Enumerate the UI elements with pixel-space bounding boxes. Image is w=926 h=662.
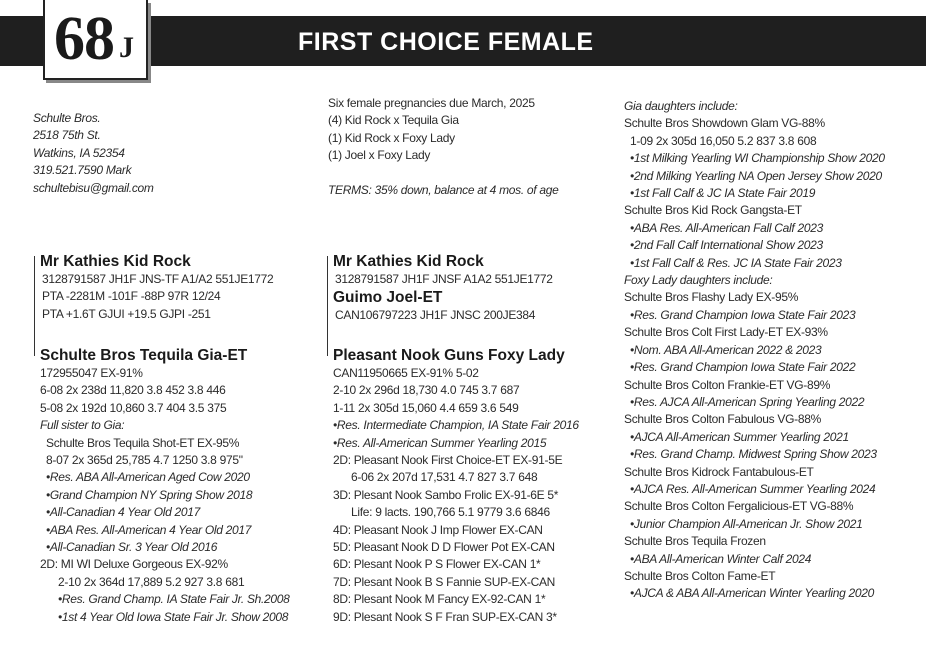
consigner-email: schultebisu@gmail.com: [33, 180, 154, 195]
pedigree-bracket-line: [34, 256, 35, 356]
consigner-line: Watkins, IA 52354: [33, 145, 125, 160]
dam-block: [333, 346, 579, 626]
sire-name: Mr Kathies Kid Rock: [333, 253, 484, 270]
record-line: •AJCA All-American Summer Yearling 2021: [630, 429, 849, 444]
sire-line: 3128791587 JH1F JNSF A1A2 551JE1772: [335, 272, 553, 286]
record-line: 172955047 EX-91%: [40, 366, 143, 380]
record-line: Schulte Bros Tequila Frozen: [624, 534, 766, 549]
record-line: •ABA Res. All-American 4 Year Old 2017: [46, 522, 252, 537]
record-line: •1st 4 Year Old Iowa State Fair Jr. Show 2008: [58, 609, 289, 624]
maternal-sire-line: CAN106797223 JH1F JNSC 200JE384: [335, 308, 536, 323]
record-line: Life: 9 lacts. 190,766 5.1 9779 3.6 6846: [351, 505, 550, 520]
offering-line: (1) Joel x Foxy Lady: [328, 148, 431, 163]
dam-block: [40, 346, 290, 626]
record-line: 2D: MI WI Deluxe Gorgeous EX-92%: [40, 557, 228, 572]
lot-number-box: [43, 0, 148, 80]
record-line: 6-08 2x 238d 11,820 3.8 452 3.8 446: [40, 383, 226, 398]
record-line: Schulte Bros Colton Fergalicious-ET VG-88%: [624, 499, 854, 514]
record-line: •Res. Grand Champion Iowa State Fair 2023: [630, 307, 856, 322]
consigner-line: Schulte Bros.: [33, 111, 101, 125]
record-line: 1-09 2x 305d 16,050 5.2 837 3.8 608: [630, 133, 817, 148]
record-line: Schulte Bros Flashy Lady EX-95%: [624, 290, 799, 305]
record-line: 2-10 2x 296d 18,730 4.0 745 3.7 687: [333, 383, 520, 398]
record-line: Schulte Bros Tequila Shot-ET EX-95%: [46, 435, 240, 450]
lot-number: 68: [54, 5, 114, 73]
sire-line: PTA +1.6T GJUI +19.5 GJPI -251: [42, 306, 211, 321]
record-line: •Res. Intermediate Champion, IA State Fair 2016: [333, 418, 579, 433]
sire-block: [333, 252, 553, 325]
consigner-line: 319.521.7590 Mark: [33, 163, 132, 178]
offering-line: (4) Kid Rock x Tequila Gia: [328, 113, 459, 128]
dam-record-list: [333, 365, 579, 626]
daughters-list: [624, 98, 885, 603]
record-line: •Res. Grand Champ. Midwest Spring Show 2023: [630, 447, 877, 462]
record-line: •Res. Grand Champ. IA State Fair Jr. Sh.2008: [58, 592, 290, 607]
record-line: •Res. Grand Champion Iowa State Fair 2022: [630, 360, 856, 375]
record-line: 4D: Pleasant Nook J Imp Flower EX-CAN: [333, 522, 543, 537]
record-line: •All-Canadian Sr. 3 Year Old 2016: [46, 540, 218, 555]
record-line: •Grand Champion NY Spring Show 2018: [46, 487, 253, 502]
sire-block: [40, 252, 273, 323]
record-line: Schulte Bros Colt First Lady-ET EX-93%: [624, 325, 828, 340]
record-line: •ABA All-American Winter Calf 2024: [630, 551, 812, 566]
record-line: •2nd Milking Yearling NA Open Jersey Show 2020: [630, 168, 882, 183]
record-line: Schulte Bros Kidrock Fantabulous-ET: [624, 464, 814, 479]
record-line: Foxy Lady daughters include:: [624, 273, 773, 288]
record-line: 3D: Plesant Nook Sambo Frolic EX-91-6E 5*: [333, 487, 559, 502]
record-line: •Junior Champion All-American Jr. Show 2021: [630, 516, 863, 531]
record-line: 6D: Plesant Nook P S Flower EX-CAN 1*: [333, 557, 541, 572]
record-line: 8D: Plesant Nook M Fancy EX-92-CAN 1*: [333, 592, 546, 607]
consigner-line: 2518 75th St.: [33, 128, 101, 143]
record-line: •AJCA & ABA All-American Winter Yearling 2020: [630, 586, 875, 601]
record-line: 9D: Plesant Nook S F Fran SUP-EX-CAN 3*: [333, 609, 557, 624]
record-line: •All-Canadian 4 Year Old 2017: [46, 505, 201, 520]
offering-line: (1) Kid Rock x Foxy Lady: [328, 130, 455, 145]
offering-info: [328, 95, 559, 199]
record-line: •1st Fall Calf & Res. JC IA State Fair 2023: [630, 255, 842, 270]
record-line: 1-11 2x 305d 15,060 4.4 659 3.6 549: [333, 400, 519, 415]
consigner-info: [33, 110, 154, 197]
record-line: 2-10 2x 364d 17,889 5.2 927 3.8 681: [58, 574, 245, 589]
record-line: Gia daughters include:: [624, 99, 738, 113]
record-line: 6-06 2x 207d 17,531 4.7 827 3.7 648: [351, 470, 538, 485]
record-line: 2D: Pleasant Nook First Choice-ET EX-91-5E: [333, 453, 563, 468]
record-line: •Res. All-American Summer Yearling 2015: [333, 435, 547, 450]
dam-record-list: [40, 365, 290, 626]
record-line: •1st Milking Yearling WI Championship Show 2020: [630, 151, 885, 166]
lot-suffix: J: [119, 31, 134, 64]
record-line: •Nom. ABA All-American 2022 & 2023: [630, 342, 822, 357]
record-line: Schulte Bros Showdown Glam VG-88%: [624, 116, 825, 131]
page-title: FIRST CHOICE FEMALE: [298, 28, 594, 56]
spacer: [328, 165, 559, 182]
offering-line: Six female pregnancies due March, 2025: [328, 96, 535, 110]
record-line: •1st Fall Calf & JC IA State Fair 2019: [630, 186, 816, 201]
record-line: 8-07 2x 365d 25,785 4.7 1250 3.8 975": [46, 453, 243, 468]
maternal-sire-name: Guimo Joel-ET: [333, 289, 443, 307]
record-line: Full sister to Gia:: [40, 418, 125, 433]
sire-line: 3128791587 JH1F JNS-TF A1/A2 551JE1772: [42, 272, 274, 286]
record-line: •Res. ABA All-American Aged Cow 2020: [46, 470, 250, 485]
record-line: •AJCA Res. All-American Summer Yearling 2024: [630, 481, 876, 496]
dam-name: Pleasant Nook Guns Foxy Lady: [333, 347, 565, 364]
sire-name: Mr Kathies Kid Rock: [40, 253, 191, 270]
terms: TERMS: 35% down, balance at 4 mos. of age: [328, 182, 559, 197]
record-line: 5-08 2x 192d 10,860 3.7 404 3.5 375: [40, 400, 227, 415]
record-line: Schulte Bros Kid Rock Gangsta-ET: [624, 203, 802, 218]
record-line: Schulte Bros Colton Fabulous VG-88%: [624, 412, 821, 427]
record-line: Schulte Bros Colton Fame-ET: [624, 568, 776, 583]
record-line: •ABA Res. All-American Fall Calf 2023: [630, 220, 823, 235]
dam-name: Schulte Bros Tequila Gia-ET: [40, 347, 248, 364]
record-line: 5D: Pleasant Nook D D Flower Pot EX-CAN: [333, 540, 555, 555]
sire-line: PTA -2281M -101F -88P 97R 12/24: [42, 289, 221, 304]
record-line: CAN11950665 EX-91% 5-02: [333, 366, 479, 380]
record-line: •2nd Fall Calf International Show 2023: [630, 238, 823, 253]
record-line: Schulte Bros Colton Frankie-ET VG-89%: [624, 377, 831, 392]
pedigree-bracket-line: [327, 256, 328, 356]
record-line: •Res. AJCA All-American Spring Yearling 2022: [630, 394, 865, 409]
record-line: 7D: Plesant Nook B S Fannie SUP-EX-CAN: [333, 574, 556, 589]
